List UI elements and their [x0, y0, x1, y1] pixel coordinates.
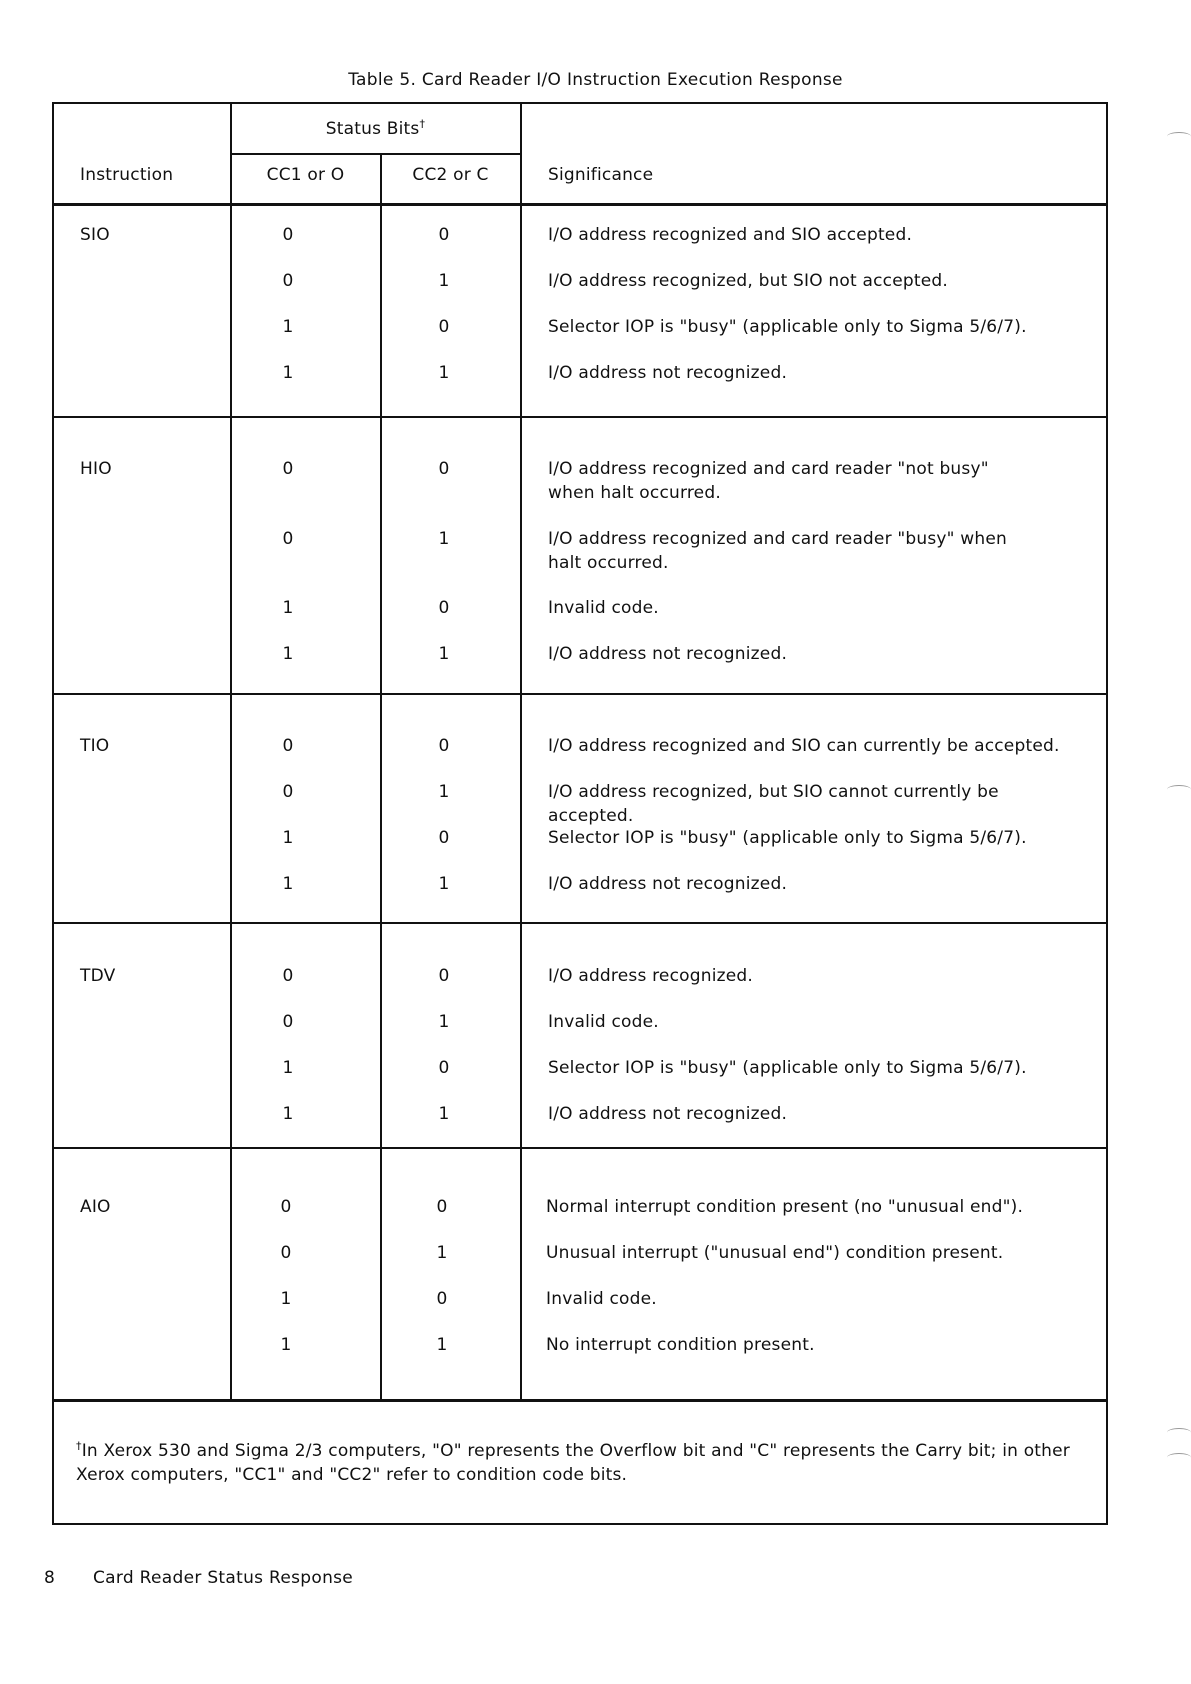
page-number: 8 — [44, 1568, 56, 1588]
significance-text: I/O address recognized and SIO can currently be accepted. — [548, 736, 1060, 756]
instruction-label: HIO — [80, 459, 112, 479]
instruction-label: TIO — [80, 736, 110, 756]
significance-text: Normal interrupt condition present (no "unusual end"). — [546, 1197, 1024, 1217]
cc2-value: 1 — [438, 271, 450, 291]
significance-text: I/O address recognized and card reader "busy" when halt occurred. — [548, 529, 1008, 573]
cc1-value: 0 — [282, 966, 294, 986]
significance-text: No interrupt condition present. — [546, 1335, 815, 1355]
cc1-value: 0 — [282, 529, 294, 549]
cc1-value: 1 — [282, 598, 294, 618]
cc2-value: 0 — [438, 225, 450, 245]
header-significance: Significance — [548, 165, 654, 185]
significance-text: I/O address not recognized. — [548, 874, 788, 894]
significance-text: Selector IOP is "busy" (applicable only to Sigma 5/6/7). — [548, 317, 1027, 337]
section-title: Card Reader Status Response — [93, 1568, 354, 1588]
cc1-value: 1 — [282, 644, 294, 664]
page-edge-mark — [1167, 785, 1191, 794]
cc1-value: 1 — [282, 874, 294, 894]
cc2-value: 0 — [438, 1058, 450, 1078]
cc2-value: 1 — [438, 1012, 450, 1032]
significance-text: I/O address recognized, but SIO cannot currently be accepted. — [548, 782, 999, 826]
cc1-value: 0 — [282, 782, 294, 802]
cc2-value: 0 — [438, 966, 450, 986]
cc1-value: 1 — [282, 828, 294, 848]
cc1-value: 1 — [282, 1104, 294, 1124]
significance-text: I/O address recognized. — [548, 966, 754, 986]
cc2-value: 1 — [438, 874, 450, 894]
cc2-value: 0 — [436, 1197, 448, 1217]
cc2-value: 0 — [436, 1289, 448, 1309]
status-bits-underline — [230, 153, 521, 155]
cc2-value: 0 — [438, 598, 450, 618]
significance-text: I/O address not recognized. — [548, 363, 788, 383]
instruction-label: SIO — [80, 225, 110, 245]
cc2-value: 1 — [438, 363, 450, 383]
significance-text: Invalid code. — [548, 598, 659, 618]
significance-text: I/O address not recognized. — [548, 644, 788, 664]
significance-text: I/O address recognized, but SIO not accepted. — [548, 271, 948, 291]
cc2-value: 1 — [436, 1243, 448, 1263]
column-divider — [380, 154, 382, 1400]
significance-text: I/O address recognized and card reader "not busy" when halt occurred. — [548, 459, 989, 503]
page-edge-mark — [1167, 1453, 1191, 1462]
cc1-value: 0 — [280, 1197, 292, 1217]
cc1-value: 1 — [282, 317, 294, 337]
cc1-value: 0 — [282, 736, 294, 756]
column-divider — [520, 104, 522, 1400]
table-footnote — [76, 1439, 1076, 1487]
cc1-value: 1 — [282, 1058, 294, 1078]
significance-text: Unusual interrupt ("unusual end") condition present. — [546, 1243, 1004, 1263]
cc2-value: 0 — [438, 736, 450, 756]
header-instruction: Instruction — [80, 165, 174, 185]
table-caption: Table 5. Card Reader I/O Instruction Execution Response — [348, 70, 843, 90]
cc2-value: 1 — [438, 644, 450, 664]
header-status-bits: Status Bits† — [325, 117, 426, 139]
group-divider — [54, 693, 1106, 695]
group-divider — [54, 922, 1106, 924]
header-cc2: CC2 or C — [412, 165, 489, 185]
cc1-value: 0 — [282, 225, 294, 245]
significance-text: Invalid code. — [546, 1289, 657, 1309]
significance-text: Selector IOP is "busy" (applicable only to Sigma 5/6/7). — [548, 828, 1027, 848]
cc2-value: 0 — [438, 828, 450, 848]
column-divider — [230, 104, 232, 1400]
cc1-value: 1 — [280, 1289, 292, 1309]
significance-text: I/O address recognized and SIO accepted. — [548, 225, 913, 245]
significance-text: Invalid code. — [548, 1012, 659, 1032]
group-divider — [54, 416, 1106, 418]
status-response-table — [52, 102, 1108, 1525]
cc1-value: 0 — [282, 1012, 294, 1032]
footnote-divider — [54, 1399, 1106, 1402]
footnote-text: In Xerox 530 and Sigma 2/3 computers, "O" represents the Overflow bit and "C" represents the Carry bit; in other Xerox computers, "CC1" and "CC2" refer to condition code bits. — [76, 1441, 1070, 1485]
header-divider — [54, 203, 1106, 206]
cc1-value: 0 — [280, 1243, 292, 1263]
cc2-value: 0 — [438, 317, 450, 337]
cc1-value: 0 — [282, 459, 294, 479]
cc2-value: 0 — [438, 459, 450, 479]
cc2-value: 1 — [438, 529, 450, 549]
cc1-value: 1 — [280, 1335, 292, 1355]
group-divider — [54, 1147, 1106, 1149]
cc1-value: 1 — [282, 363, 294, 383]
instruction-label: AIO — [80, 1197, 111, 1217]
page-edge-mark — [1167, 132, 1191, 141]
header-cc1: CC1 or O — [266, 165, 345, 185]
instruction-label: TDV — [80, 966, 116, 986]
page-edge-mark — [1167, 1428, 1191, 1437]
significance-text: Selector IOP is "busy" (applicable only to Sigma 5/6/7). — [548, 1058, 1027, 1078]
cc1-value: 0 — [282, 271, 294, 291]
significance-text: I/O address not recognized. — [548, 1104, 788, 1124]
footnote-dagger: † — [76, 1439, 82, 1453]
cc2-value: 1 — [436, 1335, 448, 1355]
dagger-mark: † — [419, 117, 426, 131]
cc2-value: 1 — [438, 782, 450, 802]
cc2-value: 1 — [438, 1104, 450, 1124]
